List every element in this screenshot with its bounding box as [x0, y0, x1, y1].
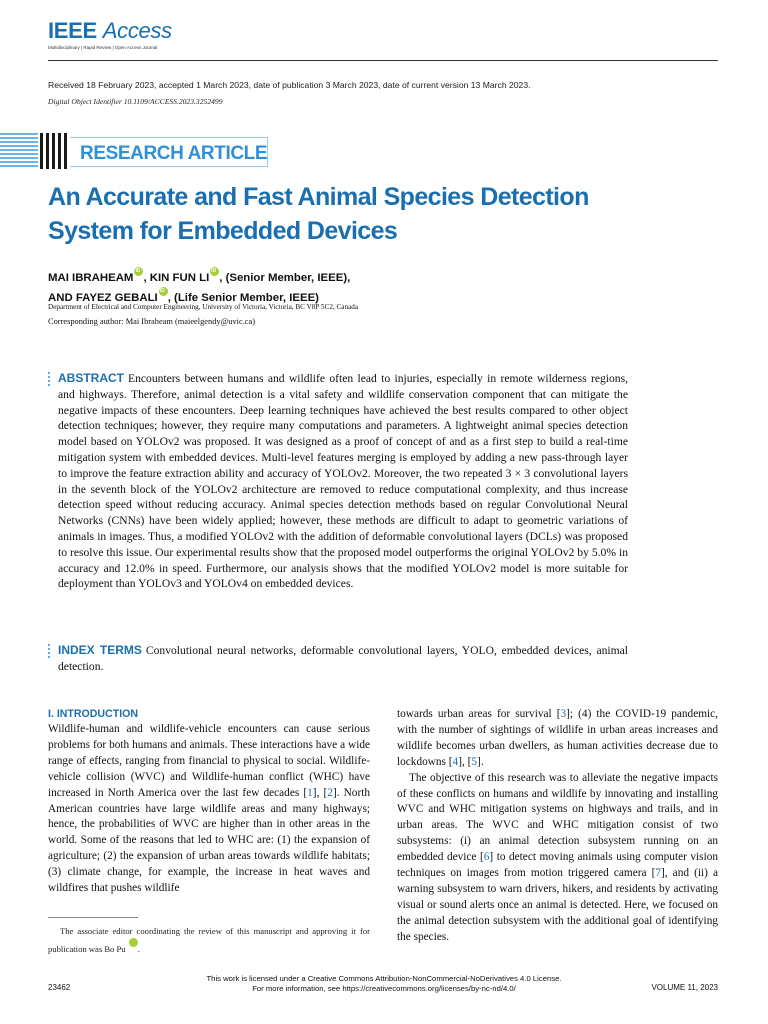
editor-footnote: The associate editor coordinating the review of this manuscript and approving it for publication was Bo Pu iD .	[48, 925, 370, 955]
journal-logo	[48, 20, 172, 50]
abstract-text: Encounters between humans and wildlife often lead to injuries, especially in remote wilderness regions, and highways. Therefore, animal detection is a vital safety and wildlife conservation component that can mitigate the negative impacts of these encounters. Deep learning techniques have achieved the best results compared to other object detection techniques; however, they require many computations and parameters. A lightweight animal species detection model based on YOLOv2 was proposed. It was designed as a proof of concept of and as a first step to build a real-time mitigation system with embedded devices. Multi-level features merging is employed by adding a new pass-through layer to improve the feature extraction ability and accuracy of YOLOv2. Moreover, the two repeated 3 × 3 convolutional layers in the seventh block of the YOLOv2 architecture are removed to reduce computational complexity, and thus increase detection speed without reducing accuracy. Animal species detection methods based on regular Convolutional Neural Networks (CNNs) have been widely applied; however, these methods are difficult to adapt to geometric variations of animals in images. Thus, a modified YOLOv2 with the addition of deformable convolutional layers (DCLs) was proposed to resolve this issue. Our experimental results show that the proposed model outperforms the original YOLOv2 by 5.0% in accuracy and 12.0% in speed. Furthermore, our analysis shows that the modified YOLOv2 model is more suitable for deployment than YOLOv3 and YOLOv4 on embedded devices.	[58, 372, 628, 591]
abstract	[58, 371, 628, 592]
journal-tagline: Multidisciplinary | Rapid Review | Open Access Journal	[48, 45, 158, 50]
orcid-icon[interactable]	[159, 287, 168, 296]
author-line-1	[48, 267, 350, 287]
journal-logo-wordmark: IEEE Access	[48, 18, 172, 43]
body-column-right	[397, 707, 718, 946]
orcid-icon[interactable]	[129, 938, 138, 947]
abstract-label: ABSTRACT	[58, 371, 124, 385]
paper-title-line-1: An Accurate and Fast Animal Species Detection	[48, 183, 589, 211]
license-line: This work is licensed under a Creative Commons Attribution-NonCommercial-NoDerivatives 4.0 License.	[206, 974, 562, 983]
body-column-left	[48, 707, 370, 897]
citation-link[interactable]: 2	[327, 786, 333, 799]
abstract-dots-decoration	[48, 372, 51, 388]
author-membership: , (Senior Member, IEEE),	[219, 272, 351, 284]
license-link[interactable]: For more information, see https://creativecommons.org/licenses/by-nc-nd/4.0/	[252, 983, 516, 993]
citation-link[interactable]: 6	[483, 851, 490, 864]
citation-link[interactable]: 1	[307, 786, 313, 799]
paper-title	[48, 180, 668, 248]
author-name: AND FAYEZ GEBALI	[48, 292, 158, 304]
footnote-rule	[48, 917, 138, 918]
license-footer	[150, 974, 618, 993]
orcid-icon[interactable]	[210, 267, 219, 276]
index-terms-dots-decoration	[48, 644, 51, 660]
citation-link[interactable]: 7	[655, 867, 661, 880]
paragraph: Wildlife-human and wildlife-vehicle encounters can cause serious problems for both humans and animals. These interactions have a wide range of effects, ranging from financial to physical to social. Wildlife-vehicle collision (WVC) and Wildlife-human conflict (WHC) have increased in North America over the last few decades [1], [2]. North American countries have large wildlife areas and many highways; hence, the probabilities of WVC are higher than in other areas in the world. Some of the reasons that led to WHC are: (1) the expansion of agriculture; (2) the expansion of urban areas towards wildlife habitats; (3) climate change, for example, the increase in heat waves and wildfires that pushes wildlife	[48, 723, 370, 895]
banner-stripes-decoration	[0, 133, 70, 169]
article-type-label: RESEARCH ARTICLE	[80, 143, 268, 164]
citation-link[interactable]: 3	[560, 708, 567, 720]
volume-label: VOLUME 11, 2023	[651, 983, 718, 992]
author-membership: , (Life Senior Member, IEEE)	[167, 292, 319, 304]
author-name: , KIN FUN LI	[143, 272, 210, 284]
paragraph: towards urban areas for survival [3]; (4) the COVID-19 pandemic, with the number of sightings of wildlife in urban areas increases and wildlife becomes urban dwellers, as human activities decrease due to lockdowns [4], [5].	[397, 708, 718, 768]
paper-title-line-2: System for Embedded Devices	[48, 217, 398, 245]
citation-link[interactable]: 5	[471, 755, 478, 768]
corresponding-author: Corresponding author: Mai Ibraheam (maieelgendy@uvic.ca)	[48, 317, 256, 326]
author-name: MAI IBRAHEAM	[48, 272, 134, 284]
paragraph: The objective of this research was to alleviate the negative impacts of these conflicts on humans and wildlife by innovating and installing WVC and WHC mitigation systems on highways and trails, and in urban areas. The WVC and WHC mitigation consist of two subsystems: (i) an animal detection subsystem running on an embedded device [6] to detect moving animals using computer vision techniques on images from motion triggered camera [7], and (ii) a warning subsystem to warn drivers, hikers, and residents by activating visual or sound alerts once an animal is detected. Here, we focused on the animal detection subsystem with the additional goal of identifying the species.	[397, 771, 719, 943]
doi-line: Digital Object Identifier 10.1109/ACCESS.2023.3252499	[48, 97, 223, 106]
affiliation: Department of Electrical and Computer Engineering, University of Victoria, Victoria, BC V8P 5C2, Canada	[48, 303, 359, 311]
header-rule	[48, 60, 718, 61]
index-terms-label: INDEX TERMS	[58, 643, 142, 657]
received-dates: Received 18 February 2023, accepted 1 March 2023, date of publication 3 March 2023, date of current version 13 March 2023.	[48, 80, 531, 90]
article-type-banner	[0, 133, 272, 169]
page-number: 23462	[48, 983, 71, 992]
author-list	[48, 267, 350, 307]
index-terms-text: Convolutional neural networks, deformable convolutional layers, YOLO, embedded devices, animal detection.	[58, 644, 628, 673]
citation-link[interactable]: 4	[452, 755, 459, 768]
index-terms	[58, 643, 628, 675]
section-heading: I. INTRODUCTION	[48, 708, 139, 720]
